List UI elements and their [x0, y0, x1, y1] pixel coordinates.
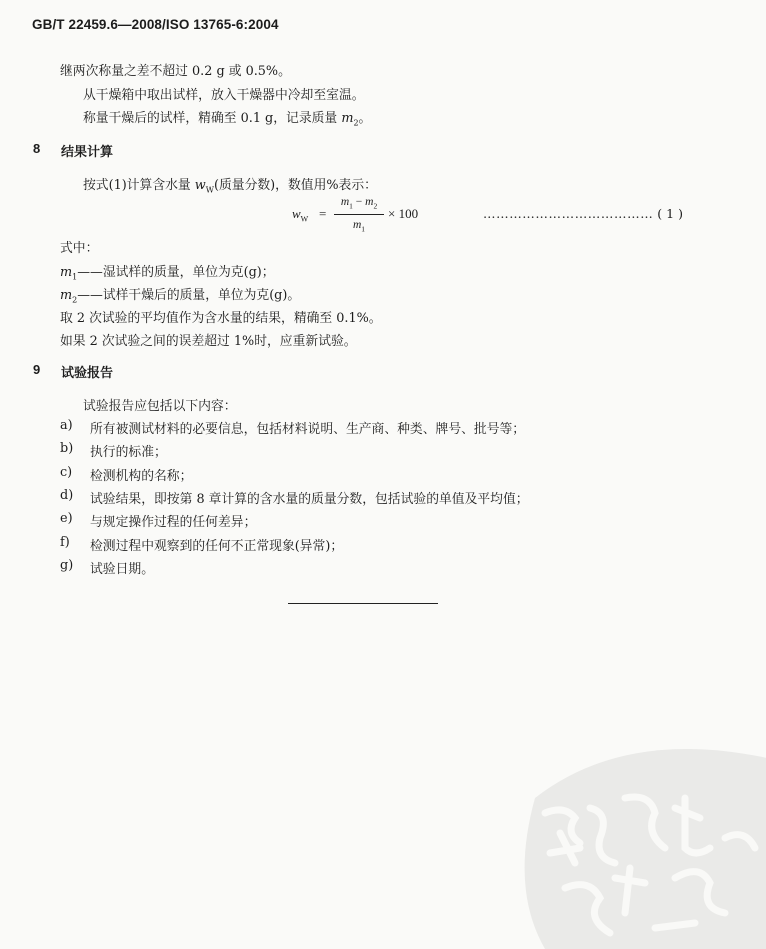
- note-average: 取 2 次试验的平均值作为含水量的结果，精确至 0.1%。: [60, 311, 382, 326]
- section-number: 8: [33, 141, 41, 156]
- leader-dots: …………………………………: [483, 206, 654, 221]
- m2-symbol: $m_2$: [341, 111, 359, 128]
- section-number: 9: [33, 362, 41, 377]
- where-label: 式中：: [60, 241, 99, 256]
- note-retest: 如果 2 次试验之间的误差超过 1%时，应重新试验。: [60, 334, 357, 349]
- formula-numerator: $m_1 - m_2$: [340, 196, 378, 211]
- formula-denominator: $m_1$: [352, 219, 366, 234]
- report-intro: 试验报告应包括以下内容：: [83, 399, 237, 414]
- intro-line-3: 称量干燥后的试样，精确至 0.1 g，记录质量 $m_2$。: [83, 111, 372, 128]
- fraction-bar: [334, 214, 384, 215]
- equation-number: [483, 206, 683, 221]
- seal-stamp-icon: [505, 738, 766, 949]
- formula-equals: =: [319, 206, 327, 221]
- standard-header: GB/T 22459.6—2008/ISO 13765-6:2004: [32, 17, 279, 32]
- equation-label: ( 1 ): [657, 206, 683, 221]
- formula-multiplier: × 100: [388, 206, 419, 221]
- section-title: 试验报告: [61, 365, 114, 380]
- intro-line-1: 继两次称量之差不超过 0.2 g 或 0.5%。: [60, 64, 291, 79]
- definition-m2: $m_2——$试样干燥后的质量，单位为克(g)。: [60, 288, 301, 305]
- formula-intro: 按式(1)计算含水量 $w_W$(质量分数)，数值用%表示：: [83, 178, 377, 195]
- section-title: 结果计算: [61, 144, 114, 159]
- intro-line-3-text: 称量干燥后的试样，精确至 0.1 g，记录质量: [83, 111, 338, 126]
- end-rule: [288, 603, 438, 604]
- water-content-symbol: $w_W$: [194, 178, 214, 195]
- formula-1: [292, 196, 452, 240]
- formula-lhs: $w_W$: [292, 206, 309, 224]
- definition-m1: $m_1——$湿试样的质量，单位为克(g)；: [60, 265, 275, 282]
- document-page: GB/T 22459.6—2008/ISO 13765-6:2004 继两次称量之差不超过 0.2 g 或 0.5%。 从干燥箱中取出试样，放入干燥器中冷却至室温。 称量干燥后的试样，精确至 0.1 g，记录质量 $m_2$。 8 结果计算 按式(1)计算含水量 $w_W$(质量分数)，数值用%表示： $w_W$ = $m_1 - m_2$ $m_1$ × 100 ………………………………… ( 1 ) 式中： $m_1——$湿试样的质量，单位为克(g)； $m_2——$试样干燥后的质量，单位为克(g)。 取 2 次试验的平均值作为含水量的结果，精确至 0.1%。 如果 2 次试验之间的误差超过 1%时，应重新试验。 9 试验报告 试验报告应包括以下内容： a) 所有被测试材料的必要信息，包括材料说明、生产商、种类、牌号、批号等； b) 执行的标准； c) 检测机构的名称； d) 试验结果，即按第 8 章计算的含水量的质量分数，包括试验的单值及平均值； e) 与规定操作过程的任何差异； f) 检测过程中观察到的任何不正常现象(异常)； g) 试验日期。: [0, 0, 766, 949]
- intro-line-2: 从干燥箱中取出试样，放入干燥器中冷却至室温。: [83, 88, 365, 103]
